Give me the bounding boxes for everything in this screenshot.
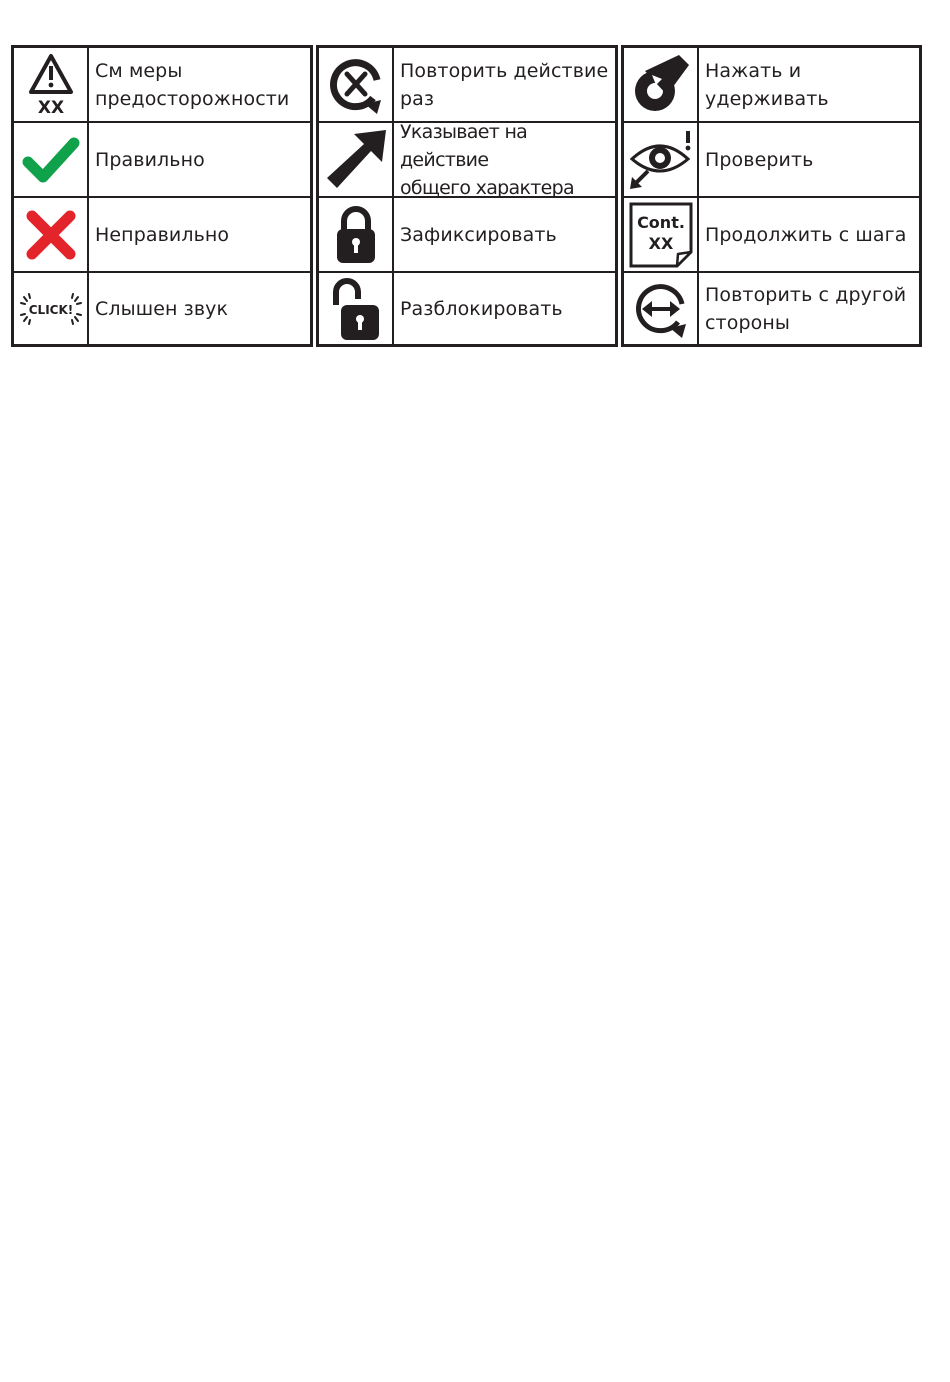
legend-label: Нажать и удерживать — [705, 59, 829, 110]
continue-icon-text: Cont. — [636, 212, 685, 232]
legend-table-3 — [621, 45, 922, 347]
click-sound-icon — [14, 273, 89, 344]
repeat-x-icon — [319, 48, 394, 121]
legend-row — [624, 48, 919, 123]
legend-label: Повторить с другой стороны — [705, 283, 907, 334]
legend-row — [14, 48, 310, 123]
legend-label: См меры предосторожности — [95, 59, 290, 110]
legend-row — [624, 198, 919, 273]
arrow-icon — [319, 123, 394, 196]
click-icon-text: CLICK! — [28, 302, 73, 317]
legend-label: Разблокировать — [400, 297, 563, 320]
warning-triangle-icon — [14, 48, 89, 121]
legend-row — [319, 120, 615, 199]
legend-row — [14, 273, 310, 344]
legend-label: Указывает на действие общего характера — [400, 120, 574, 199]
locked-padlock-icon — [319, 198, 394, 271]
legend-label: Продолжить с шага — [705, 223, 907, 246]
legend-row — [624, 273, 919, 344]
unlocked-padlock-icon — [319, 273, 394, 344]
legend-label: Зафиксировать — [400, 223, 557, 246]
legend-label: Неправильно — [95, 223, 230, 246]
legend-table-1 — [11, 45, 313, 347]
legend-row — [14, 198, 310, 273]
legend-label: Повторить действие раз — [400, 59, 609, 110]
legend-label: Слышен звук — [95, 297, 229, 320]
legend-row — [319, 48, 615, 123]
legend-label: Проверить — [705, 148, 814, 171]
warning-icon-text: XX — [37, 97, 64, 118]
eye-check-icon — [624, 123, 699, 196]
legend-row — [319, 198, 615, 273]
cross-icon — [14, 198, 89, 271]
legend-row — [319, 273, 615, 344]
legend-table-2 — [316, 45, 618, 347]
continue-icon-step: XX — [648, 233, 673, 253]
continue-page-icon — [624, 198, 699, 271]
legend-row — [14, 123, 310, 198]
checkmark-icon — [14, 123, 89, 196]
repeat-other-side-icon — [624, 273, 699, 344]
press-hold-icon — [624, 48, 699, 121]
legend-row — [624, 123, 919, 198]
legend-label: Правильно — [95, 148, 205, 171]
